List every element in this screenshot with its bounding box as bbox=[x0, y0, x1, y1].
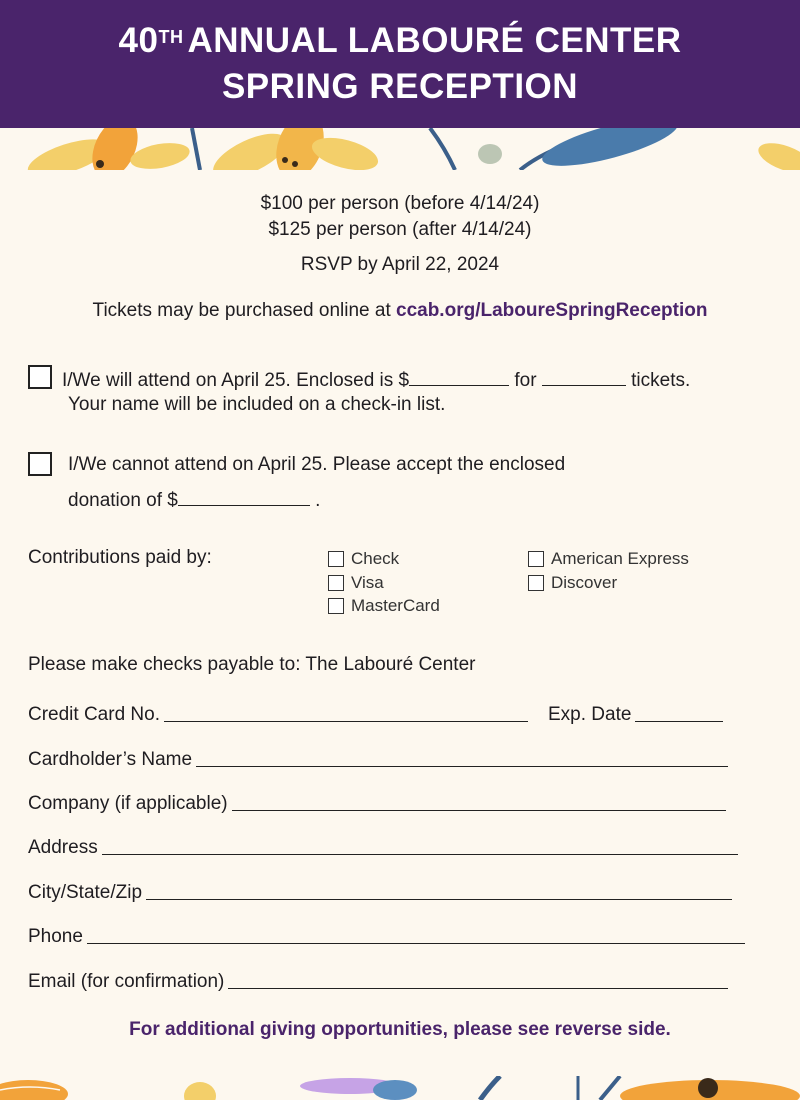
phone-field[interactable] bbox=[87, 942, 745, 944]
card-number-row bbox=[28, 704, 723, 726]
attend-text: I/We will attend on April 25. Enclosed is $ bbox=[62, 370, 410, 391]
online-purchase-line bbox=[0, 300, 800, 322]
mastercard-label: MasterCard bbox=[351, 596, 440, 615]
price-early: $100 per person (before 4/14/24) bbox=[260, 193, 540, 214]
discover-checkbox[interactable] bbox=[528, 575, 544, 591]
company-label: Company (if applicable) bbox=[28, 793, 228, 814]
ticket-count-field[interactable] bbox=[542, 367, 626, 386]
donation-period: . bbox=[315, 490, 321, 511]
price-late: $125 per person (after 4/14/24) bbox=[268, 219, 532, 240]
payment-option-check[interactable] bbox=[328, 549, 399, 569]
enclosed-amount-field[interactable] bbox=[409, 367, 509, 386]
address-row bbox=[28, 837, 738, 859]
city-state-zip-row bbox=[28, 882, 732, 904]
cardholder-row bbox=[28, 749, 728, 771]
payment-option-visa[interactable] bbox=[328, 573, 384, 593]
title-line-2: SPRING RECEPTION bbox=[221, 67, 579, 106]
address-field[interactable] bbox=[102, 853, 738, 855]
title-ordinal-number: 40 bbox=[118, 21, 159, 60]
email-label: Email (for confirmation) bbox=[28, 971, 225, 992]
payment-method-label: Contributions paid by: bbox=[28, 547, 212, 568]
attend-tickets-text: tickets. bbox=[631, 370, 691, 391]
cardholder-field[interactable] bbox=[196, 765, 728, 767]
address-label: Address bbox=[28, 837, 98, 858]
reception-title-banner bbox=[0, 0, 800, 128]
exp-date-label: Exp. Date bbox=[548, 704, 632, 725]
card-number-field[interactable] bbox=[164, 720, 528, 722]
discover-label: Discover bbox=[551, 573, 618, 592]
company-row bbox=[28, 793, 726, 815]
attend-check-in-note: Your name will be included on a check-in list. bbox=[68, 394, 446, 415]
check-checkbox[interactable] bbox=[328, 551, 344, 567]
phone-row bbox=[28, 926, 745, 948]
visa-label: Visa bbox=[351, 573, 384, 592]
reverse-side-note: For additional giving opportunities, please see reverse side. bbox=[129, 1019, 671, 1040]
payment-option-discover[interactable] bbox=[528, 573, 617, 593]
online-purchase-link[interactable]: ccab.org/LaboureSpringReception bbox=[396, 300, 708, 321]
city-state-zip-label: City/State/Zip bbox=[28, 882, 143, 903]
decline-checkbox[interactable] bbox=[28, 452, 52, 476]
exp-date-field[interactable] bbox=[635, 720, 723, 722]
attend-for-text: for bbox=[514, 370, 537, 391]
rsvp-deadline: RSVP by April 22, 2024 bbox=[300, 254, 500, 275]
email-field[interactable] bbox=[228, 987, 728, 989]
mastercard-checkbox[interactable] bbox=[328, 598, 344, 614]
floral-decoration-top bbox=[0, 128, 800, 170]
title-line-1-text: ANNUAL LABOURÉ CENTER bbox=[187, 21, 682, 60]
payment-option-mastercard[interactable] bbox=[328, 596, 440, 616]
email-row bbox=[28, 971, 728, 993]
cardholder-label: Cardholder’s Name bbox=[28, 749, 193, 770]
decline-line-1: I/We cannot attend on April 25. Please accept the enclosed bbox=[68, 454, 566, 475]
floral-decoration-bottom bbox=[0, 1076, 800, 1100]
online-purchase-text: Tickets may be purchased online at bbox=[92, 300, 396, 321]
amex-checkbox[interactable] bbox=[528, 551, 544, 567]
title-line-1 bbox=[119, 18, 682, 64]
amex-label: American Express bbox=[551, 549, 689, 568]
donation-amount-field[interactable] bbox=[178, 487, 310, 506]
decline-line-2 bbox=[68, 487, 320, 512]
phone-label: Phone bbox=[28, 926, 83, 947]
check-label: Check bbox=[351, 549, 400, 568]
checks-payable-note: Please make checks payable to: The Labouré Center bbox=[28, 654, 476, 675]
company-field[interactable] bbox=[232, 809, 726, 811]
payment-option-amex[interactable] bbox=[528, 549, 689, 569]
attend-line-1 bbox=[62, 367, 690, 392]
title-ordinal-suffix: TH bbox=[158, 27, 184, 47]
donation-text: donation of $ bbox=[68, 490, 178, 511]
card-number-label: Credit Card No. bbox=[28, 704, 160, 725]
visa-checkbox[interactable] bbox=[328, 575, 344, 591]
city-state-zip-field[interactable] bbox=[146, 898, 732, 900]
attend-checkbox[interactable] bbox=[28, 365, 52, 389]
